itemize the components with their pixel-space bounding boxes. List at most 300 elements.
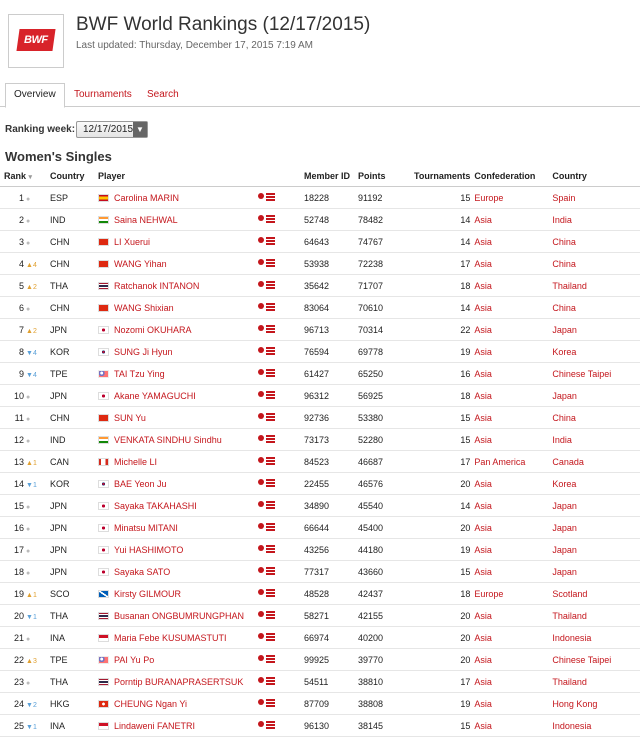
tournaments-count[interactable]: 19 — [414, 693, 474, 715]
sort-icon: ▾ — [28, 174, 33, 181]
points: 40200 — [358, 627, 414, 649]
points: 46687 — [358, 451, 414, 473]
member-id: 48528 — [304, 583, 358, 605]
country-link[interactable]: Japan — [552, 517, 640, 539]
tournaments-count[interactable]: 20 — [414, 605, 474, 627]
points: 70314 — [358, 319, 414, 341]
player-profile-icon[interactable] — [258, 412, 276, 422]
tournaments-count[interactable]: 14 — [414, 297, 474, 319]
confederation-link[interactable]: Asia — [474, 429, 552, 451]
player-profile-icon[interactable] — [258, 324, 276, 334]
confederation-link[interactable]: Asia — [474, 407, 552, 429]
confederation-link[interactable]: Asia — [474, 275, 552, 297]
player-cell[interactable] — [98, 561, 258, 583]
rank-cell: 24 ▼2 — [0, 693, 50, 715]
tournaments-count[interactable]: 16 — [414, 363, 474, 385]
player-link[interactable]: Sayaka TAKAHASHI — [114, 500, 197, 511]
confederation-link[interactable]: Asia — [474, 495, 552, 517]
confederation-link[interactable]: Europe — [474, 583, 552, 605]
confederation-link[interactable]: Asia — [474, 341, 552, 363]
flag-icon — [98, 612, 109, 620]
confederation-link[interactable]: Pan America — [474, 451, 552, 473]
player-cell[interactable] — [98, 627, 258, 649]
flag-icon — [98, 700, 109, 708]
country-code: KOR — [50, 473, 98, 495]
profile-cell[interactable] — [258, 363, 304, 385]
flag-icon — [98, 392, 109, 400]
flag-icon — [98, 436, 109, 444]
confederation-link[interactable]: Asia — [474, 253, 552, 275]
rank-cell: 1 ● — [0, 187, 50, 209]
country-code: JPN — [50, 319, 98, 341]
player-cell[interactable] — [98, 649, 258, 671]
confederation-link[interactable]: Asia — [474, 385, 552, 407]
player-profile-icon[interactable] — [258, 544, 276, 554]
points: 44180 — [358, 539, 414, 561]
confederation-link[interactable]: Asia — [474, 297, 552, 319]
tournaments-count[interactable]: 19 — [414, 341, 474, 363]
flag-icon — [98, 370, 109, 378]
confederation-link[interactable]: Asia — [474, 605, 552, 627]
rank-cell: 3 ● — [0, 231, 50, 253]
player-cell[interactable] — [98, 187, 258, 209]
country-link[interactable]: Japan — [552, 561, 640, 583]
player-profile-icon[interactable] — [258, 456, 276, 466]
confederation-link[interactable]: Asia — [474, 517, 552, 539]
player-cell[interactable] — [98, 341, 258, 363]
player-link[interactable]: SUNG Ji Hyun — [114, 346, 173, 357]
player-link[interactable]: Ratchanok INTANON — [114, 280, 200, 291]
tournaments-count[interactable]: 15 — [414, 407, 474, 429]
table-row — [0, 363, 640, 385]
player-cell[interactable] — [98, 671, 258, 693]
player-profile-icon[interactable] — [258, 720, 276, 730]
rank-cell: 17 ● — [0, 539, 50, 561]
player-cell[interactable] — [98, 605, 258, 627]
player-cell[interactable] — [98, 385, 258, 407]
tournaments-count[interactable]: 15 — [414, 429, 474, 451]
page-header — [0, 0, 640, 80]
table-row — [0, 539, 640, 561]
rank-cell: 14 ▼1 — [0, 473, 50, 495]
rank-cell: 18 ● — [0, 561, 50, 583]
country-link[interactable]: Chinese Taipei — [552, 649, 640, 671]
ranking-week-select[interactable] — [76, 121, 148, 138]
member-id: 73173 — [304, 429, 358, 451]
player-profile-icon[interactable] — [258, 302, 276, 312]
rank-up-icon: ▲1 — [26, 591, 37, 599]
player-link[interactable]: Minatsu MITANI — [114, 522, 178, 533]
flag-icon — [98, 590, 109, 598]
player-profile-icon[interactable] — [258, 478, 276, 488]
player-cell[interactable] — [98, 473, 258, 495]
player-profile-icon[interactable] — [258, 346, 276, 356]
confederation-link[interactable]: Asia — [474, 649, 552, 671]
country-link[interactable]: Indonesia — [552, 715, 640, 737]
player-profile-icon[interactable] — [258, 368, 276, 378]
confederation-link[interactable]: Asia — [474, 319, 552, 341]
country-link[interactable]: Korea — [552, 473, 640, 495]
table-header-row — [0, 166, 640, 187]
player-link[interactable]: Saina NEHWAL — [114, 214, 178, 225]
player-link[interactable]: TAI Tzu Ying — [114, 368, 165, 379]
country-code: SCO — [50, 583, 98, 605]
profile-cell[interactable] — [258, 429, 304, 451]
country-code: CHN — [50, 231, 98, 253]
player-profile-icon[interactable] — [258, 566, 276, 576]
flag-icon — [98, 304, 109, 312]
country-code: KOR — [50, 341, 98, 363]
col-rank[interactable]: Rank ▾ — [0, 166, 50, 187]
player-link[interactable]: WANG Yihan — [114, 258, 167, 269]
profile-cell[interactable] — [258, 693, 304, 715]
player-cell[interactable] — [98, 715, 258, 737]
rank-up-icon: ▲2 — [26, 283, 37, 291]
player-cell[interactable] — [98, 517, 258, 539]
player-profile-icon[interactable] — [258, 390, 276, 400]
player-cell[interactable] — [98, 407, 258, 429]
player-link[interactable]: Carolina MARIN — [114, 192, 180, 203]
player-link[interactable]: Yui HASHIMOTO — [114, 544, 184, 555]
country-link[interactable]: India — [552, 429, 640, 451]
member-id: 84523 — [304, 451, 358, 473]
player-link[interactable]: CHEUNG Ngan Yi — [114, 698, 188, 709]
table-row — [0, 605, 640, 627]
rank-cell: 21 ● — [0, 627, 50, 649]
points: 72238 — [358, 253, 414, 275]
profile-cell[interactable] — [258, 275, 304, 297]
rank-up-icon: ▲3 — [26, 657, 37, 665]
player-profile-icon[interactable] — [258, 632, 276, 642]
col-country-name[interactable]: Country — [552, 166, 640, 187]
profile-cell[interactable] — [258, 627, 304, 649]
country-link[interactable]: Japan — [552, 385, 640, 407]
points: 45540 — [358, 495, 414, 517]
country-link[interactable]: China — [552, 253, 640, 275]
rank-cell: 8 ▼4 — [0, 341, 50, 363]
confederation-link[interactable]: Asia — [474, 363, 552, 385]
player-cell[interactable] — [98, 319, 258, 341]
col-confederation[interactable]: Confederation — [474, 166, 552, 187]
rank-steady-icon: ● — [26, 525, 31, 533]
member-id: 83064 — [304, 297, 358, 319]
player-link[interactable]: Nozomi OKUHARA — [114, 324, 192, 335]
confederation-link[interactable]: Asia — [474, 473, 552, 495]
profile-cell[interactable] — [258, 539, 304, 561]
country-code: INA — [50, 627, 98, 649]
player-profile-icon[interactable] — [258, 654, 276, 664]
member-id: 92736 — [304, 407, 358, 429]
points: 52280 — [358, 429, 414, 451]
country-link[interactable]: India — [552, 209, 640, 231]
tournaments-count[interactable]: 15 — [414, 187, 474, 209]
col-member-id[interactable]: Member ID — [304, 166, 358, 187]
table-row — [0, 671, 640, 693]
tab-tournaments[interactable]: Tournaments — [74, 89, 132, 100]
country-link[interactable]: China — [552, 407, 640, 429]
player-cell[interactable] — [98, 495, 258, 517]
tournaments-count[interactable]: 18 — [414, 385, 474, 407]
table-row — [0, 561, 640, 583]
rank-cell: 12 ● — [0, 429, 50, 451]
rank-cell: 11 ● — [0, 407, 50, 429]
country-link[interactable]: Canada — [552, 451, 640, 473]
tournaments-count[interactable]: 14 — [414, 231, 474, 253]
flag-icon — [98, 414, 109, 422]
rank-cell: 6 ● — [0, 297, 50, 319]
tournaments-count[interactable]: 19 — [414, 539, 474, 561]
col-country[interactable]: Country — [50, 166, 98, 187]
member-id: 96713 — [304, 319, 358, 341]
country-code: JPN — [50, 561, 98, 583]
profile-cell[interactable] — [258, 451, 304, 473]
flag-icon — [98, 260, 109, 268]
member-id: 58271 — [304, 605, 358, 627]
country-code: THA — [50, 275, 98, 297]
points: 38145 — [358, 715, 414, 737]
player-profile-icon[interactable] — [258, 236, 276, 246]
member-id: 96130 — [304, 715, 358, 737]
points: 39770 — [358, 649, 414, 671]
points: 91192 — [358, 187, 414, 209]
table-row — [0, 187, 640, 209]
tournaments-count[interactable]: 17 — [414, 253, 474, 275]
flag-icon — [98, 568, 109, 576]
profile-cell[interactable] — [258, 209, 304, 231]
tournaments-count[interactable]: 14 — [414, 495, 474, 517]
member-id: 35642 — [304, 275, 358, 297]
player-profile-icon[interactable] — [258, 522, 276, 532]
country-code: JPN — [50, 539, 98, 561]
player-link[interactable]: VENKATA SINDHU Sindhu — [114, 434, 222, 445]
member-id: 34890 — [304, 495, 358, 517]
dropdown-arrow-icon: ▼ — [133, 122, 147, 137]
player-link[interactable]: Lindaweni FANETRI — [114, 720, 196, 731]
profile-cell[interactable] — [258, 649, 304, 671]
flag-icon — [98, 502, 109, 510]
profile-cell[interactable] — [258, 715, 304, 737]
player-link[interactable]: Sayaka SATO — [114, 566, 171, 577]
points: 53380 — [358, 407, 414, 429]
player-cell[interactable] — [98, 253, 258, 275]
country-code: THA — [50, 671, 98, 693]
player-cell[interactable] — [98, 297, 258, 319]
tab-overview[interactable]: Overview — [5, 83, 65, 108]
player-profile-icon[interactable] — [258, 434, 276, 444]
profile-cell[interactable] — [258, 297, 304, 319]
player-profile-icon[interactable] — [258, 214, 276, 224]
last-updated: Last updated: Thursday, December 17, 2015 7:19 AM — [76, 40, 314, 51]
player-cell[interactable] — [98, 451, 258, 473]
points: 46576 — [358, 473, 414, 495]
tournaments-count[interactable]: 20 — [414, 517, 474, 539]
points: 45400 — [358, 517, 414, 539]
profile-cell[interactable] — [258, 473, 304, 495]
country-code: CHN — [50, 407, 98, 429]
rank-steady-icon: ● — [26, 437, 31, 445]
rank-steady-icon: ● — [26, 679, 31, 687]
country-link[interactable]: Spain — [552, 187, 640, 209]
profile-cell[interactable] — [258, 341, 304, 363]
player-profile-icon[interactable] — [258, 258, 276, 268]
country-link[interactable]: Hong Kong — [552, 693, 640, 715]
country-link[interactable]: Thailand — [552, 605, 640, 627]
confederation-link[interactable]: Asia — [474, 539, 552, 561]
table-row — [0, 209, 640, 231]
country-link[interactable]: China — [552, 297, 640, 319]
rank-steady-icon: ● — [26, 305, 31, 313]
country-link[interactable]: Japan — [552, 495, 640, 517]
table-row — [0, 231, 640, 253]
rank-steady-icon: ● — [26, 415, 31, 423]
profile-cell[interactable] — [258, 385, 304, 407]
tournaments-count[interactable]: 17 — [414, 671, 474, 693]
country-link[interactable]: Scotland — [552, 583, 640, 605]
member-id: 22455 — [304, 473, 358, 495]
player-link[interactable]: WANG Shixian — [114, 302, 174, 313]
player-profile-icon[interactable] — [258, 676, 276, 686]
country-link[interactable]: Korea — [552, 341, 640, 363]
player-link[interactable]: Michelle LI — [114, 456, 158, 467]
rank-steady-icon: ● — [26, 393, 31, 401]
country-link[interactable]: Thailand — [552, 275, 640, 297]
profile-cell[interactable] — [258, 319, 304, 341]
country-link[interactable]: Japan — [552, 539, 640, 561]
player-link[interactable]: Maria Febe KUSUMASTUTI — [114, 632, 227, 643]
table-row — [0, 341, 640, 363]
tournaments-count[interactable]: 15 — [414, 715, 474, 737]
member-id: 99925 — [304, 649, 358, 671]
rank-cell: 10 ● — [0, 385, 50, 407]
rank-steady-icon: ● — [26, 569, 31, 577]
tournaments-count[interactable]: 18 — [414, 275, 474, 297]
tab-search[interactable]: Search — [147, 89, 179, 100]
profile-cell[interactable] — [258, 495, 304, 517]
points: 71707 — [358, 275, 414, 297]
points: 74767 — [358, 231, 414, 253]
player-cell[interactable] — [98, 275, 258, 297]
tournaments-count[interactable]: 22 — [414, 319, 474, 341]
points: 69778 — [358, 341, 414, 363]
member-id: 64643 — [304, 231, 358, 253]
player-link[interactable]: SUN Yu — [114, 412, 146, 423]
tournaments-count[interactable]: 18 — [414, 583, 474, 605]
points: 56925 — [358, 385, 414, 407]
flag-icon — [98, 238, 109, 246]
col-tournaments[interactable]: Tournaments — [414, 166, 474, 187]
points: 42155 — [358, 605, 414, 627]
player-link[interactable]: Porntip BURANAPRASERTSUK — [114, 676, 244, 687]
confederation-link[interactable]: Asia — [474, 627, 552, 649]
confederation-link[interactable]: Asia — [474, 693, 552, 715]
player-cell[interactable] — [98, 209, 258, 231]
rank-cell: 16 ● — [0, 517, 50, 539]
rank-steady-icon: ● — [26, 239, 31, 247]
table-row — [0, 385, 640, 407]
confederation-link[interactable]: Asia — [474, 209, 552, 231]
country-code: JPN — [50, 385, 98, 407]
rank-down-icon: ▼1 — [26, 723, 37, 731]
player-cell[interactable] — [98, 693, 258, 715]
player-link[interactable]: PAI Yu Po — [114, 654, 155, 665]
flag-icon — [98, 326, 109, 334]
country-code: CHN — [50, 253, 98, 275]
player-profile-icon[interactable] — [258, 192, 276, 202]
profile-cell[interactable] — [258, 561, 304, 583]
flag-icon — [98, 546, 109, 554]
profile-cell[interactable] — [258, 231, 304, 253]
player-cell[interactable] — [98, 583, 258, 605]
player-profile-icon[interactable] — [258, 500, 276, 510]
tournaments-count[interactable]: 20 — [414, 627, 474, 649]
profile-cell[interactable] — [258, 583, 304, 605]
country-link[interactable]: China — [552, 231, 640, 253]
profile-cell[interactable] — [258, 671, 304, 693]
player-cell[interactable] — [98, 539, 258, 561]
confederation-link[interactable]: Asia — [474, 671, 552, 693]
country-link[interactable]: Thailand — [552, 671, 640, 693]
rank-up-icon: ▲1 — [26, 459, 37, 467]
player-link[interactable]: BAE Yeon Ju — [114, 478, 167, 489]
table-row — [0, 451, 640, 473]
country-link[interactable]: Indonesia — [552, 627, 640, 649]
tournaments-count[interactable]: 17 — [414, 451, 474, 473]
profile-cell[interactable] — [258, 605, 304, 627]
player-profile-icon[interactable] — [258, 280, 276, 290]
flag-icon — [98, 722, 109, 730]
confederation-link[interactable]: Asia — [474, 231, 552, 253]
confederation-link[interactable]: Asia — [474, 715, 552, 737]
table-row — [0, 429, 640, 451]
player-profile-icon[interactable] — [258, 698, 276, 708]
col-points[interactable]: Points — [358, 166, 414, 187]
tournaments-count[interactable]: 14 — [414, 209, 474, 231]
member-id: 52748 — [304, 209, 358, 231]
rankings-table — [0, 166, 640, 737]
confederation-link[interactable]: Europe — [474, 187, 552, 209]
profile-cell[interactable] — [258, 517, 304, 539]
rank-cell: 23 ● — [0, 671, 50, 693]
player-cell[interactable] — [98, 429, 258, 451]
rank-cell: 2 ● — [0, 209, 50, 231]
player-link[interactable]: LI Xuerui — [114, 236, 151, 247]
col-player[interactable]: Player — [98, 166, 258, 187]
profile-cell[interactable] — [258, 253, 304, 275]
confederation-link[interactable]: Asia — [474, 561, 552, 583]
rank-cell: 9 ▼4 — [0, 363, 50, 385]
player-profile-icon[interactable] — [258, 610, 276, 620]
tournaments-count[interactable]: 15 — [414, 561, 474, 583]
player-link[interactable]: Akane YAMAGUCHI — [114, 390, 196, 401]
tournaments-count[interactable]: 20 — [414, 473, 474, 495]
profile-cell[interactable] — [258, 407, 304, 429]
player-cell[interactable] — [98, 231, 258, 253]
flag-icon — [98, 282, 109, 290]
points: 43660 — [358, 561, 414, 583]
player-link[interactable]: Kirsty GILMOUR — [114, 588, 182, 599]
player-link[interactable]: Busanan ONGBUMRUNGPHAN — [114, 610, 245, 621]
rank-cell: 20 ▼1 — [0, 605, 50, 627]
player-profile-icon[interactable] — [258, 588, 276, 598]
tournaments-count[interactable]: 20 — [414, 649, 474, 671]
profile-cell[interactable] — [258, 187, 304, 209]
player-cell[interactable] — [98, 363, 258, 385]
table-row — [0, 649, 640, 671]
country-link[interactable]: Japan — [552, 319, 640, 341]
country-link[interactable]: Chinese Taipei — [552, 363, 640, 385]
rank-cell: 13 ▲1 — [0, 451, 50, 473]
bwf-logo — [8, 14, 64, 68]
